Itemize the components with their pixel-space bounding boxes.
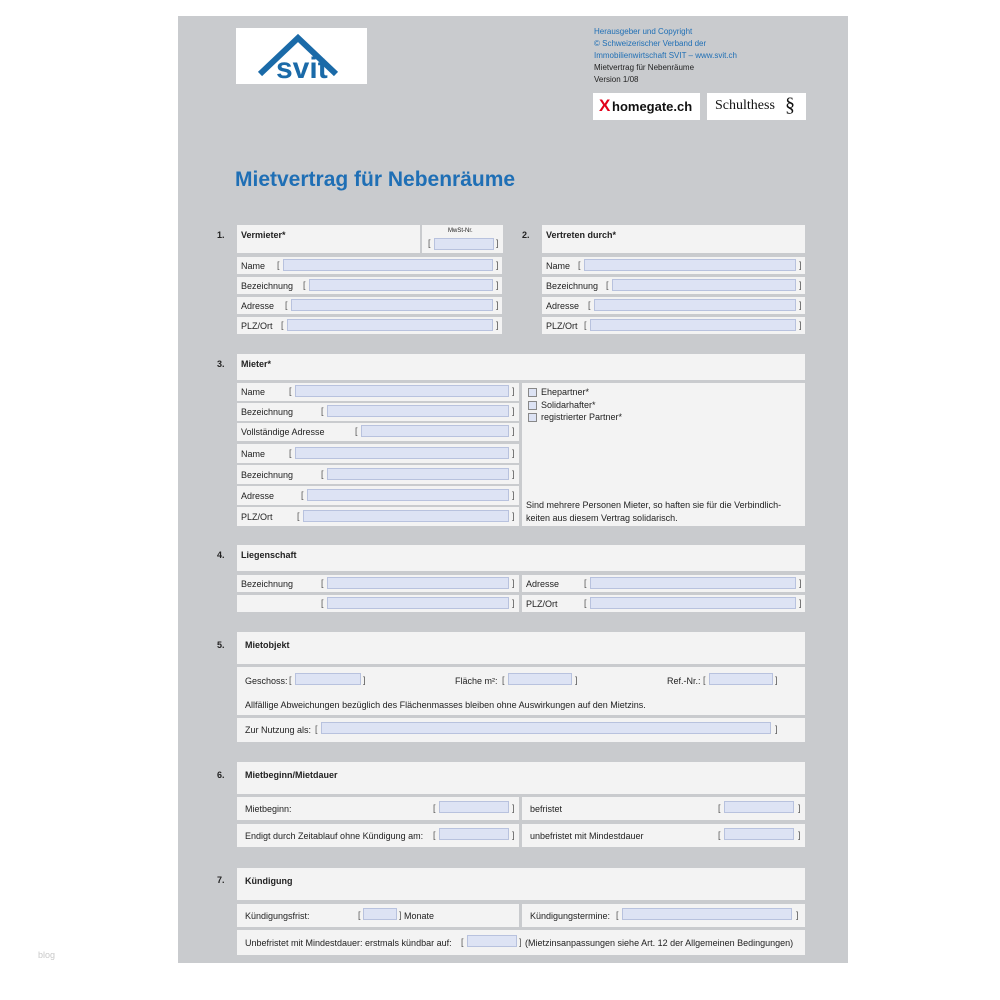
field-label: Bezeichnung (241, 281, 294, 291)
section-header (237, 354, 805, 380)
row: PLZ/Ort [ ] (542, 317, 805, 334)
row: PLZ/Ort [ ] (522, 595, 805, 612)
publisher-line: Herausgeber und Copyright (594, 27, 693, 36)
field-label: befristet (530, 804, 563, 814)
note-text: Sind mehrere Personen Mieter, so haften sie für die Verbindlich- (526, 500, 782, 510)
erstmals-kuendbar-input[interactable] (467, 935, 517, 947)
row: Name [ ] (237, 444, 519, 463)
registrierter-partner-checkbox[interactable] (528, 413, 537, 422)
row: PLZ/Ort [ ] (237, 317, 502, 334)
field-label: Unbefristet mit Mindestdauer: erstmals kündbar auf: (245, 938, 452, 948)
section-header (237, 762, 805, 794)
section-title: Vertreten durch* (546, 230, 617, 240)
row: Bezeichnung [ ] (237, 403, 519, 421)
section-number: 4. (217, 550, 225, 560)
page-title: Mietvertrag für Nebenräume (235, 168, 516, 191)
row: [ ] (237, 595, 519, 612)
row: Endigt durch Zeitablauf ohne Kündigung am: [ ] (237, 824, 519, 847)
schulthess-logo (707, 93, 806, 120)
field-label: Adresse (241, 301, 275, 311)
svit-logo (236, 28, 367, 84)
house-roof-icon (236, 28, 367, 84)
field-label: PLZ/Ort (546, 321, 578, 331)
vertreter-bezeichnung-input[interactable] (612, 279, 796, 291)
section-header (237, 632, 805, 664)
field-label: Bezeichnung (546, 281, 599, 291)
section-header (237, 545, 805, 571)
field-label: Kündigungsfrist: (245, 911, 310, 921)
row: Adresse [ ] (522, 575, 805, 592)
section-number: 3. (217, 359, 225, 369)
row: Adresse [ ] (237, 297, 502, 314)
field-label: Endigt durch Zeitablauf ohne Kündigung am: (245, 831, 424, 841)
section-number: 6. (217, 770, 225, 780)
vertreter-plz-input[interactable] (590, 319, 796, 331)
endigt-input[interactable] (439, 828, 509, 840)
field-label: Adresse (546, 301, 580, 311)
mieter-bezeichnung-input[interactable] (327, 405, 509, 417)
field-label: Vollständige Adresse (241, 427, 325, 437)
section-title: Mietbeginn/Mietdauer (245, 770, 338, 780)
option-label: Solidarhafter* (541, 400, 596, 410)
field-label: Adresse (526, 579, 560, 589)
publisher-line: Immobilienwirtschaft SVIT – www.svit.ch (594, 51, 738, 60)
field-label: PLZ/Ort (526, 599, 558, 609)
note-text: (Mietzinsanpassungen siehe Art. 12 der Allgemeinen Bedingungen) (525, 938, 794, 948)
homegate-x-icon: X (599, 96, 611, 115)
row: Zur Nutzung als: [ ] (237, 718, 805, 742)
section-header (237, 225, 420, 253)
row: Unbefristet mit Mindestdauer: erstmals kündbar auf: [ ] (Mietzinsanpassungen siehe Art. 12 der Allgemeinen Bedingungen) (237, 930, 805, 955)
note-text: keiten aus diesem Vertrag solidarisch. (526, 513, 678, 523)
field-label: Monate (404, 911, 435, 921)
liegenschaft-plz-input[interactable] (590, 597, 796, 609)
ref-nr-input[interactable] (709, 673, 773, 685)
homegate-text: homegate.ch (612, 99, 693, 114)
geschoss-input[interactable] (295, 673, 361, 685)
liegenschaft-bezeichnung2-input[interactable] (327, 597, 509, 609)
field-label: unbefristet mit Mindestdauer (530, 831, 644, 841)
row: Name [ ] (542, 257, 805, 274)
note-text: Allfällige Abweichungen bezüglich des Flächenmasses bleiben ohne Auswirkungen auf den Mietzins. (245, 700, 646, 710)
liegenschaft-bezeichnung-input[interactable] (327, 577, 509, 589)
nutzung-input[interactable] (321, 722, 771, 734)
field-label: Name (241, 387, 266, 397)
field-label: PLZ/Ort (241, 512, 273, 522)
row: Vollständige Adresse [ ] (237, 423, 519, 441)
mindestdauer-input[interactable] (724, 828, 794, 840)
row: unbefristet mit Mindestdauer [ ] (522, 824, 805, 847)
mieter2-adresse-input[interactable] (307, 489, 509, 501)
mieter2-name-input[interactable] (295, 447, 509, 459)
vermieter-adresse-input[interactable] (291, 299, 493, 311)
vermieter-name-input[interactable] (283, 259, 493, 271)
solidarhafter-checkbox[interactable] (528, 401, 537, 410)
section-number: 2. (522, 230, 530, 240)
row: befristet [ ] (522, 797, 805, 820)
field-label: Adresse (241, 491, 275, 501)
section-header (237, 868, 805, 900)
ehepartner-checkbox[interactable] (528, 388, 537, 397)
row: Bezeichnung [ ] (542, 277, 805, 294)
flaeche-input[interactable] (508, 673, 572, 685)
section-title: Liegenschaft (241, 550, 297, 560)
section-title: Mietobjekt (245, 640, 290, 650)
section-number: 7. (217, 875, 225, 885)
field-label: Bezeichnung (241, 470, 294, 480)
row: Name [ ] (237, 383, 519, 401)
field-label: Name (241, 449, 266, 459)
row: Bezeichnung [ ] (237, 277, 502, 294)
section-title: Vermieter* (241, 230, 286, 240)
field-label: Geschoss: (245, 676, 288, 686)
row: Mietbeginn: [ ] (237, 797, 519, 820)
homegate-logo (593, 93, 700, 120)
section-title: Kündigung (245, 876, 293, 886)
mieter-name-input[interactable] (295, 385, 509, 397)
form-page (178, 16, 848, 963)
section-header (542, 225, 805, 253)
field-label: Mietbeginn: (245, 804, 292, 814)
row: Bezeichnung [ ] (237, 575, 519, 592)
schulthess-text: Schulthess (715, 98, 775, 113)
row: Kündigungstermine: [ ] (522, 904, 805, 927)
row: Bezeichnung [ ] (237, 465, 519, 484)
field-label: Kündigungstermine: (530, 911, 611, 921)
vermieter-bezeichnung-input[interactable] (309, 279, 493, 291)
mieter-adresse-input[interactable] (361, 425, 509, 437)
doc-name: Mietvertrag für Nebenräume (594, 63, 695, 72)
publisher-line: © Schweizerischer Verband der (594, 39, 707, 48)
mietobjekt-details: Geschoss: [ ] Fläche m²: [ ] Ref.-Nr.: [ ] Allfällige Abweichungen bezüglich des Flächenmasses bleiben ohne Auswirkungen auf den Mietzins. (237, 667, 805, 715)
vermieter-plz-input[interactable] (287, 319, 493, 331)
field-label: Bezeichnung (241, 579, 294, 589)
mwst-input[interactable] (434, 238, 494, 250)
field-label: Ref.-Nr.: (667, 676, 701, 686)
section-number: 1. (217, 230, 225, 240)
kuendigungsfrist-input[interactable] (363, 908, 397, 920)
mwst-label: MwSt-Nr. (448, 228, 473, 234)
vertreter-name-input[interactable] (584, 259, 796, 271)
vertreter-adresse-input[interactable] (594, 299, 796, 311)
liegenschaft-adresse-input[interactable] (590, 577, 796, 589)
option-label: Ehepartner* (541, 387, 590, 397)
watermark: blog (38, 950, 56, 960)
field-label: Name (546, 261, 571, 271)
befristet-input[interactable] (724, 801, 794, 813)
row: PLZ/Ort [ ] (237, 507, 519, 526)
row: Adresse [ ] (542, 297, 805, 314)
mieter-options-box (522, 383, 805, 526)
mieter2-bezeichnung-input[interactable] (327, 468, 509, 480)
logo-text: svit (276, 52, 328, 84)
mwst-box: MwSt-Nr. [ ] (422, 225, 503, 253)
kuendigungstermine-input[interactable] (622, 908, 792, 920)
section-title: Mieter* (241, 359, 272, 369)
row: Name [ ] (237, 257, 502, 274)
row: Adresse [ ] (237, 486, 519, 505)
option-label: registrierter Partner* (541, 412, 623, 422)
field-label: Bezeichnung (241, 407, 294, 417)
version: Version 1/08 (594, 75, 639, 84)
field-label: Name (241, 261, 266, 271)
field-label: Fläche m²: (455, 676, 498, 686)
mieter2-plz-input[interactable] (303, 510, 509, 522)
paragraph-icon: § (785, 94, 795, 116)
field-label: Zur Nutzung als: (245, 725, 312, 735)
section-number: 5. (217, 640, 225, 650)
field-label: PLZ/Ort (241, 321, 273, 331)
mietbeginn-input[interactable] (439, 801, 509, 813)
row: Kündigungsfrist: [ ] Monate (237, 904, 519, 927)
